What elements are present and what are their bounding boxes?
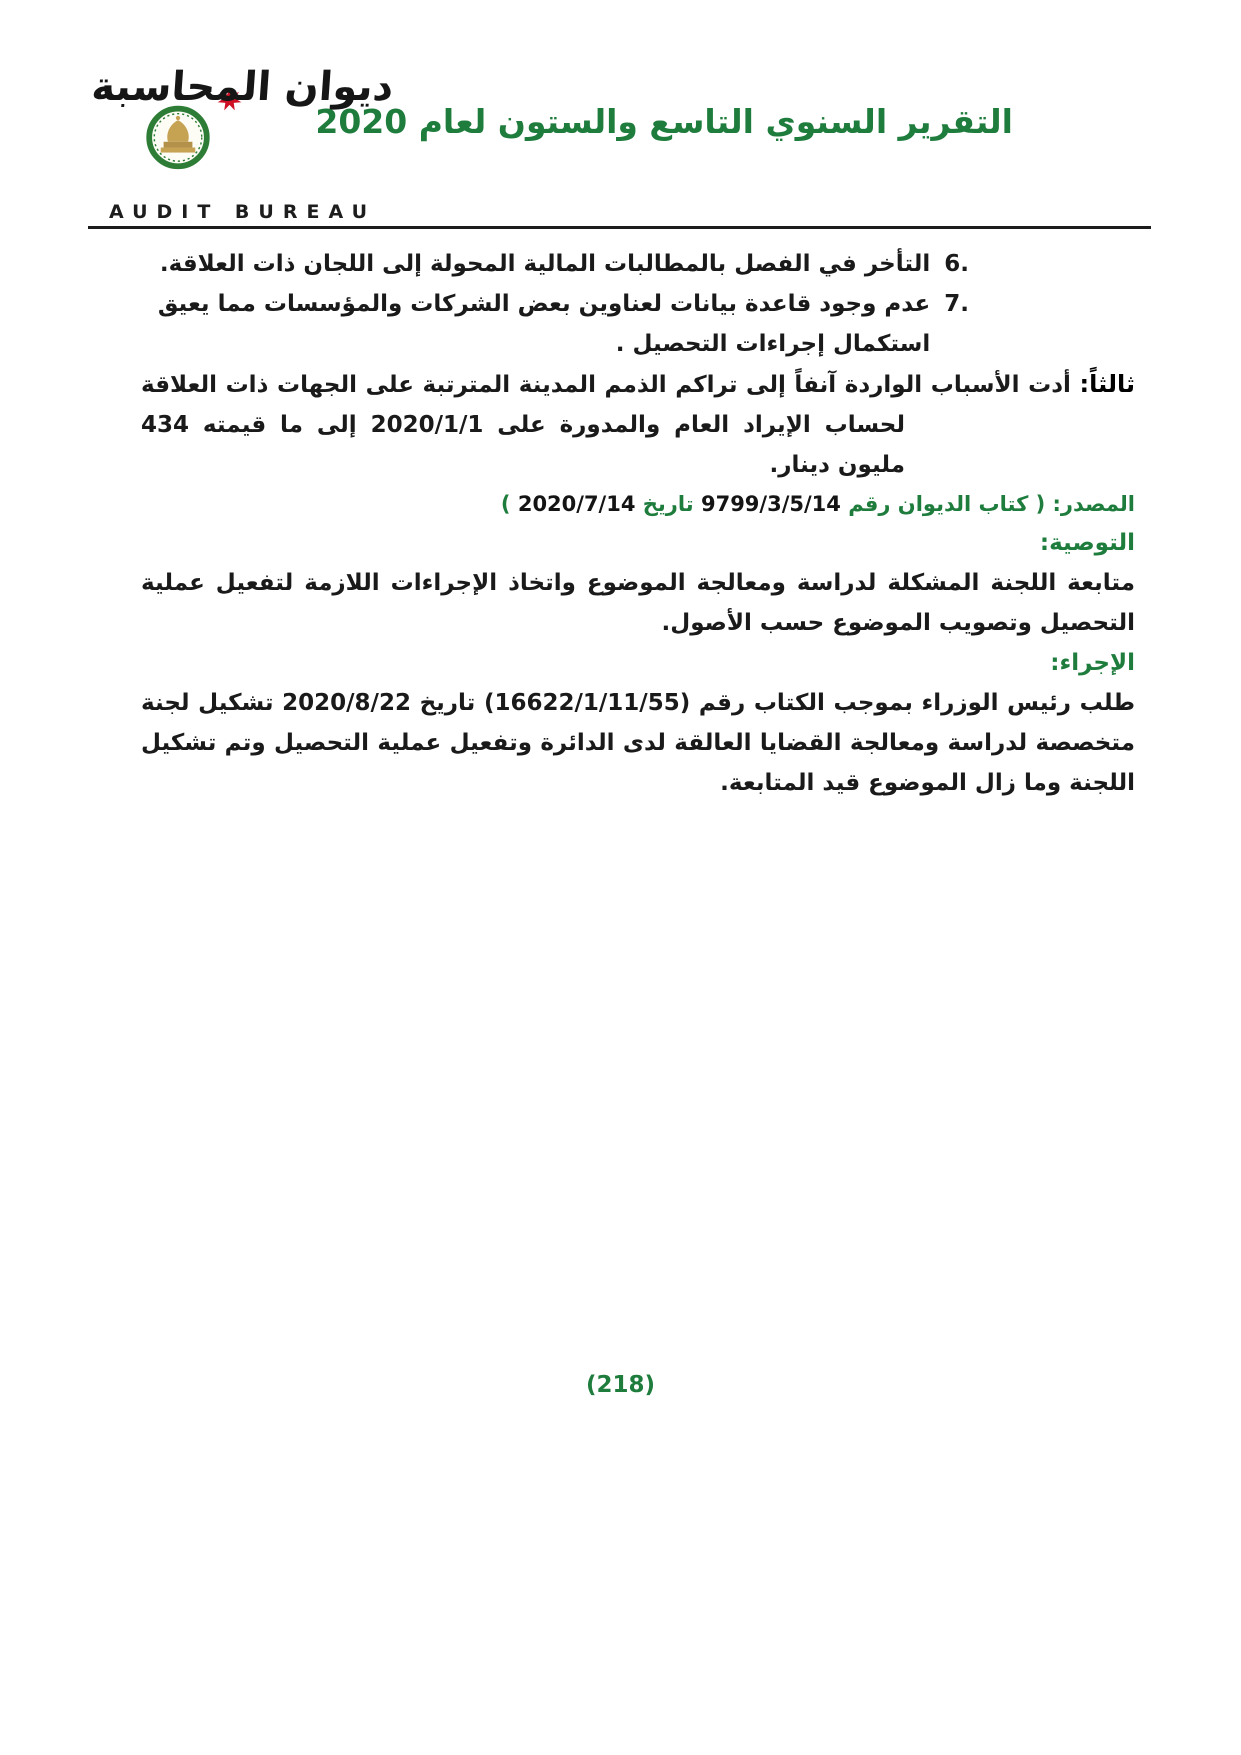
recommendation-heading: التوصية: — [1039, 530, 1135, 556]
logo-latin-name: AUDIT BUREAU — [108, 201, 377, 223]
item-6-number: 6. — [944, 251, 969, 277]
source-label: المصدر: — [1052, 492, 1135, 516]
source-open-paren: ( — [1035, 492, 1046, 516]
source-document-number: 9799/3/5/14 — [700, 492, 841, 516]
item-6-text: التأخر في الفصل بالمطالبات المالية المحولة إلى اللجان ذات العلاقة. — [159, 251, 931, 277]
source-document-text: كتاب الديوان رقم — [848, 492, 1029, 516]
source-date-word: تاريخ — [642, 492, 694, 516]
action-text: طلب رئيس الوزراء بموجب الكتاب رقم (16622/1/11/55) تاريخ 2020/8/22 تشكيل لجنة متخصصة لدراسة ومعالجة القضايا العالقة لدى الدائرة وتفعيل عملية التحصيل وتم تشكيل اللجنة وما زال الموضوع قيد المتابعة. — [141, 690, 1135, 796]
section-thirdly — [141, 364, 1135, 485]
page-footer — [0, 1372, 1241, 1398]
logo-arabic-calligraphy: ديوان المحاسبة — [90, 64, 395, 110]
item-7-text: عدم وجود قاعدة بيانات لعناوين بعض الشركات والمؤسسات مما يعيق استكمال إجراءات التحصيل . — [157, 291, 931, 357]
thirdly-text: أدت الأسباب الواردة آنفاً إلى تراكم الذمم المدينة المترتبة على الجهات ذات العلاقة لحساب الإيراد العام والمدورة على 2020/1/1 إلى ما قيمته 434 مليون دينار. — [141, 372, 1071, 478]
page-number: (218) — [585, 1372, 656, 1398]
source-line — [141, 485, 1135, 523]
source-close-paren: ) — [500, 492, 511, 516]
emblem-icon — [142, 100, 214, 172]
report-title: التقرير السنوي التاسع والستون لعام 2020 — [315, 102, 1013, 141]
header-divider — [88, 226, 1151, 229]
list-item-7 — [141, 284, 1135, 364]
list-item-6 — [141, 244, 1135, 284]
source-date: 2020/7/14 — [517, 492, 636, 516]
thirdly-label: ثالثاً: — [1079, 370, 1135, 398]
document-body — [141, 244, 1135, 803]
item-7-number: 7. — [944, 291, 969, 317]
recommendation-text: متابعة اللجنة المشكلة لدراسة ومعالجة الموضوع واتخاذ الإجراءات اللازمة لتفعيل عملية التحصيل وتصويب الموضوع حسب الأصول. — [141, 570, 1135, 636]
action-heading: الإجراء: — [1050, 650, 1135, 676]
